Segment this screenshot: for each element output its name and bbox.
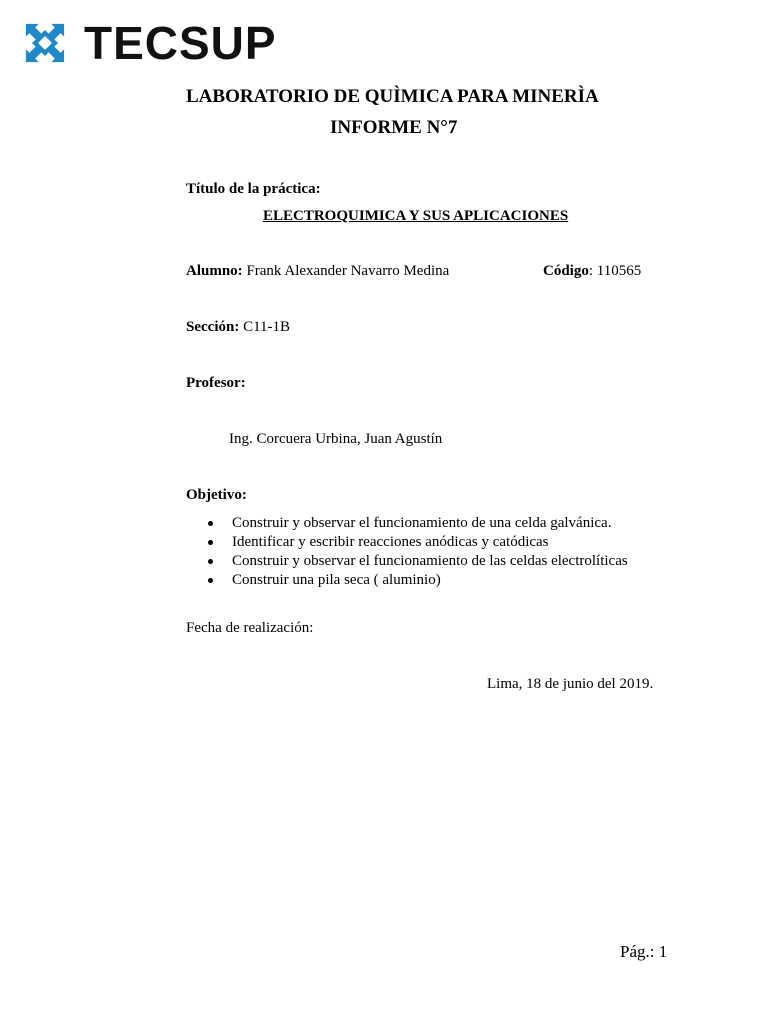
code-row <box>543 263 641 280</box>
logo-text: TECSUP <box>84 17 277 69</box>
student-label: Alumno: <box>186 263 243 279</box>
list-item: Identificar y escribir reacciones anódicas y catódicas <box>186 533 628 552</box>
code-label: Código <box>543 263 589 279</box>
professor-label: Profesor: <box>186 375 246 391</box>
objective-label: Objetivo: <box>186 487 247 503</box>
student-name: Frank Alexander Navarro Medina <box>242 263 450 279</box>
professor-name: Ing. Corcuera Urbina, Juan Agustín <box>229 431 443 447</box>
place-date: Lima, 18 de junio del 2019. <box>487 676 654 692</box>
practice-title-label: Título de la práctica: <box>186 181 321 197</box>
tecsup-logo <box>14 12 277 74</box>
page-number: Pág.: 1 <box>620 942 668 961</box>
section-label: Sección: <box>186 319 240 335</box>
section-row <box>186 319 290 336</box>
practice-title-value: ELECTROQUIMICA Y SUS APLICACIONES <box>263 208 569 224</box>
student-row <box>186 263 449 280</box>
date-label: Fecha de realización: <box>186 620 314 636</box>
report-number: INFORME N°7 <box>330 117 458 138</box>
code-value: : 110565 <box>588 263 642 279</box>
tecsup-logo-icon <box>14 12 76 74</box>
list-item: Construir y observar el funcionamiento de una celda galvánica. <box>186 514 628 533</box>
section-value: C11-1B <box>239 319 291 335</box>
list-item: Construir y observar el funcionamiento de las celdas electrolíticas <box>186 552 628 571</box>
document-title: LABORATORIO DE QUÌMICA PARA MINERÌA <box>186 86 599 107</box>
list-item: Construir una pila seca ( aluminio) <box>186 571 628 590</box>
objectives-list <box>186 514 628 590</box>
